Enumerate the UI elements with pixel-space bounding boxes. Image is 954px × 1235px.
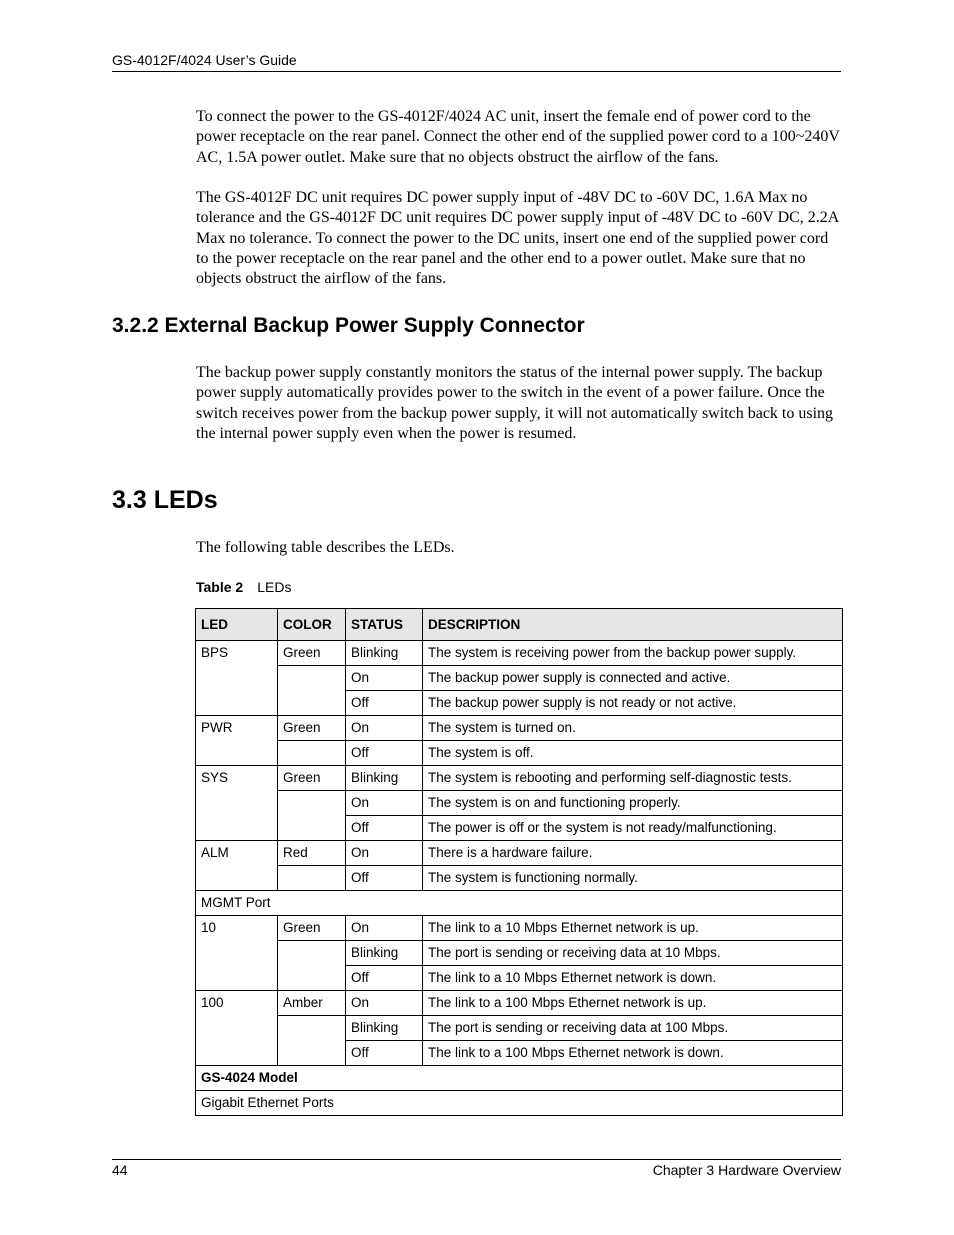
table-row: [196, 641, 843, 666]
page-number: 44: [112, 1162, 128, 1178]
led-color-cell: Green: [278, 641, 346, 666]
led-color-cell: [278, 1016, 346, 1066]
led-status-cell: Off: [346, 741, 423, 766]
led-status-cell: Off: [346, 966, 423, 991]
led-name-cell: SYS: [196, 766, 278, 841]
table-row: [196, 841, 843, 866]
table-section-row: [196, 1091, 843, 1116]
header-description: DESCRIPTION: [423, 609, 843, 641]
led-color-cell: [278, 666, 346, 716]
led-status-cell: Off: [346, 816, 423, 841]
table-caption-number: Table 2: [196, 579, 244, 595]
led-description-cell: The system is functioning normally.: [423, 866, 843, 891]
table-row: [196, 916, 843, 941]
led-status-cell: Off: [346, 691, 423, 716]
led-color-cell: [278, 941, 346, 991]
led-status-cell: Blinking: [346, 641, 423, 666]
section-heading-backup-power: 3.2.2 External Backup Power Supply Connector: [112, 314, 585, 337]
led-description-cell: The link to a 10 Mbps Ethernet network is down.: [423, 966, 843, 991]
led-name-cell: BPS: [196, 641, 278, 716]
led-status-cell: Off: [346, 1041, 423, 1066]
paragraph-backup-power: The backup power supply constantly monitors the status of the internal power supply. The backup power supply automatically provides power to the switch in the event of a power failure. Once the switch receives power from the backup power supply, it will not automatically switch back to using the internal power supply even when the power is resumed.: [196, 364, 834, 442]
led-color-cell: Amber: [278, 991, 346, 1016]
led-color-cell: Green: [278, 716, 346, 741]
led-status-cell: On: [346, 991, 423, 1016]
table-section-row: [196, 1066, 843, 1091]
section-label-cell: Gigabit Ethernet Ports: [196, 1091, 843, 1116]
header-status: STATUS: [346, 609, 423, 641]
table-caption-title: LEDs: [257, 579, 292, 595]
led-description-cell: The system is off.: [423, 741, 843, 766]
running-header: GS-4012F/4024 User’s Guide: [112, 52, 297, 68]
led-color-cell: Green: [278, 916, 346, 941]
table-caption: [196, 579, 291, 595]
paragraph-dc-power: The GS-4012F DC unit requires DC power supply input of -48V DC to -60V DC, 1.6A Max no tolerance and the GS-4012F DC unit requires DC power supply input of -48V DC to -60V DC, 2.2A Max no tolerance. To connect the power to the DC units, insert one end of the supplied power cord to the power receptacle on the rear panel and the other end to a power outlet. Make sure that no objects obstruct the airflow of the fans.: [196, 189, 839, 288]
table-row: [196, 1016, 843, 1041]
led-description-cell: The power is off or the system is not ready/malfunctioning.: [423, 816, 843, 841]
led-description-cell: The port is sending or receiving data at 10 Mbps.: [423, 941, 843, 966]
section-label-cell: MGMT Port: [196, 891, 843, 916]
led-color-cell: [278, 791, 346, 841]
led-color-cell: Red: [278, 841, 346, 866]
header-led: LED: [196, 609, 278, 641]
section-label-cell: GS-4024 Model: [196, 1066, 843, 1091]
led-name-cell: ALM: [196, 841, 278, 891]
table-row: [196, 991, 843, 1016]
section-heading-leds: 3.3 LEDs: [112, 486, 218, 514]
header-divider: [112, 71, 841, 72]
led-description-cell: The system is on and functioning properly.: [423, 791, 843, 816]
led-description-cell: The backup power supply is connected and active.: [423, 666, 843, 691]
led-name-cell: PWR: [196, 716, 278, 766]
paragraph-table-intro: The following table describes the LEDs.: [196, 539, 455, 556]
led-status-cell: Blinking: [346, 766, 423, 791]
led-status-cell: Off: [346, 866, 423, 891]
footer-divider: [112, 1159, 841, 1160]
led-name-cell: 100: [196, 991, 278, 1066]
table-row: [196, 941, 843, 966]
led-status-cell: On: [346, 841, 423, 866]
led-status-cell: On: [346, 916, 423, 941]
led-status-cell: Blinking: [346, 1016, 423, 1041]
led-color-cell: [278, 741, 346, 766]
led-status-cell: On: [346, 716, 423, 741]
led-description-cell: The system is receiving power from the backup power supply.: [423, 641, 843, 666]
paragraph-ac-power: To connect the power to the GS-4012F/4024 AC unit, insert the female end of power cord to the power receptacle on the rear panel. Connect the other end of the supplied power cord to a 100~240V AC, 1.5A power outlet. Make sure that no objects obstruct the airflow of the fans.: [196, 108, 840, 166]
led-description-cell: There is a hardware failure.: [423, 841, 843, 866]
table-row: [196, 741, 843, 766]
led-color-cell: Green: [278, 766, 346, 791]
chapter-label: Chapter 3 Hardware Overview: [652, 1162, 841, 1178]
led-status-cell: Blinking: [346, 941, 423, 966]
led-description-cell: The port is sending or receiving data at 100 Mbps.: [423, 1016, 843, 1041]
table-row: [196, 666, 843, 691]
led-description-cell: The system is rebooting and performing self-diagnostic tests.: [423, 766, 843, 791]
led-description-cell: The link to a 100 Mbps Ethernet network is down.: [423, 1041, 843, 1066]
header-color: COLOR: [278, 609, 346, 641]
led-description-cell: The link to a 10 Mbps Ethernet network is up.: [423, 916, 843, 941]
table-row: [196, 716, 843, 741]
leds-table: [195, 608, 843, 1116]
led-status-cell: On: [346, 666, 423, 691]
table-section-row: [196, 891, 843, 916]
led-description-cell: The link to a 100 Mbps Ethernet network is up.: [423, 991, 843, 1016]
table-row: [196, 866, 843, 891]
table-header-row: [196, 609, 843, 641]
led-description-cell: The backup power supply is not ready or not active.: [423, 691, 843, 716]
table-row: [196, 766, 843, 791]
led-color-cell: [278, 866, 346, 891]
led-description-cell: The system is turned on.: [423, 716, 843, 741]
led-status-cell: On: [346, 791, 423, 816]
led-name-cell: 10: [196, 916, 278, 991]
table-row: [196, 791, 843, 816]
